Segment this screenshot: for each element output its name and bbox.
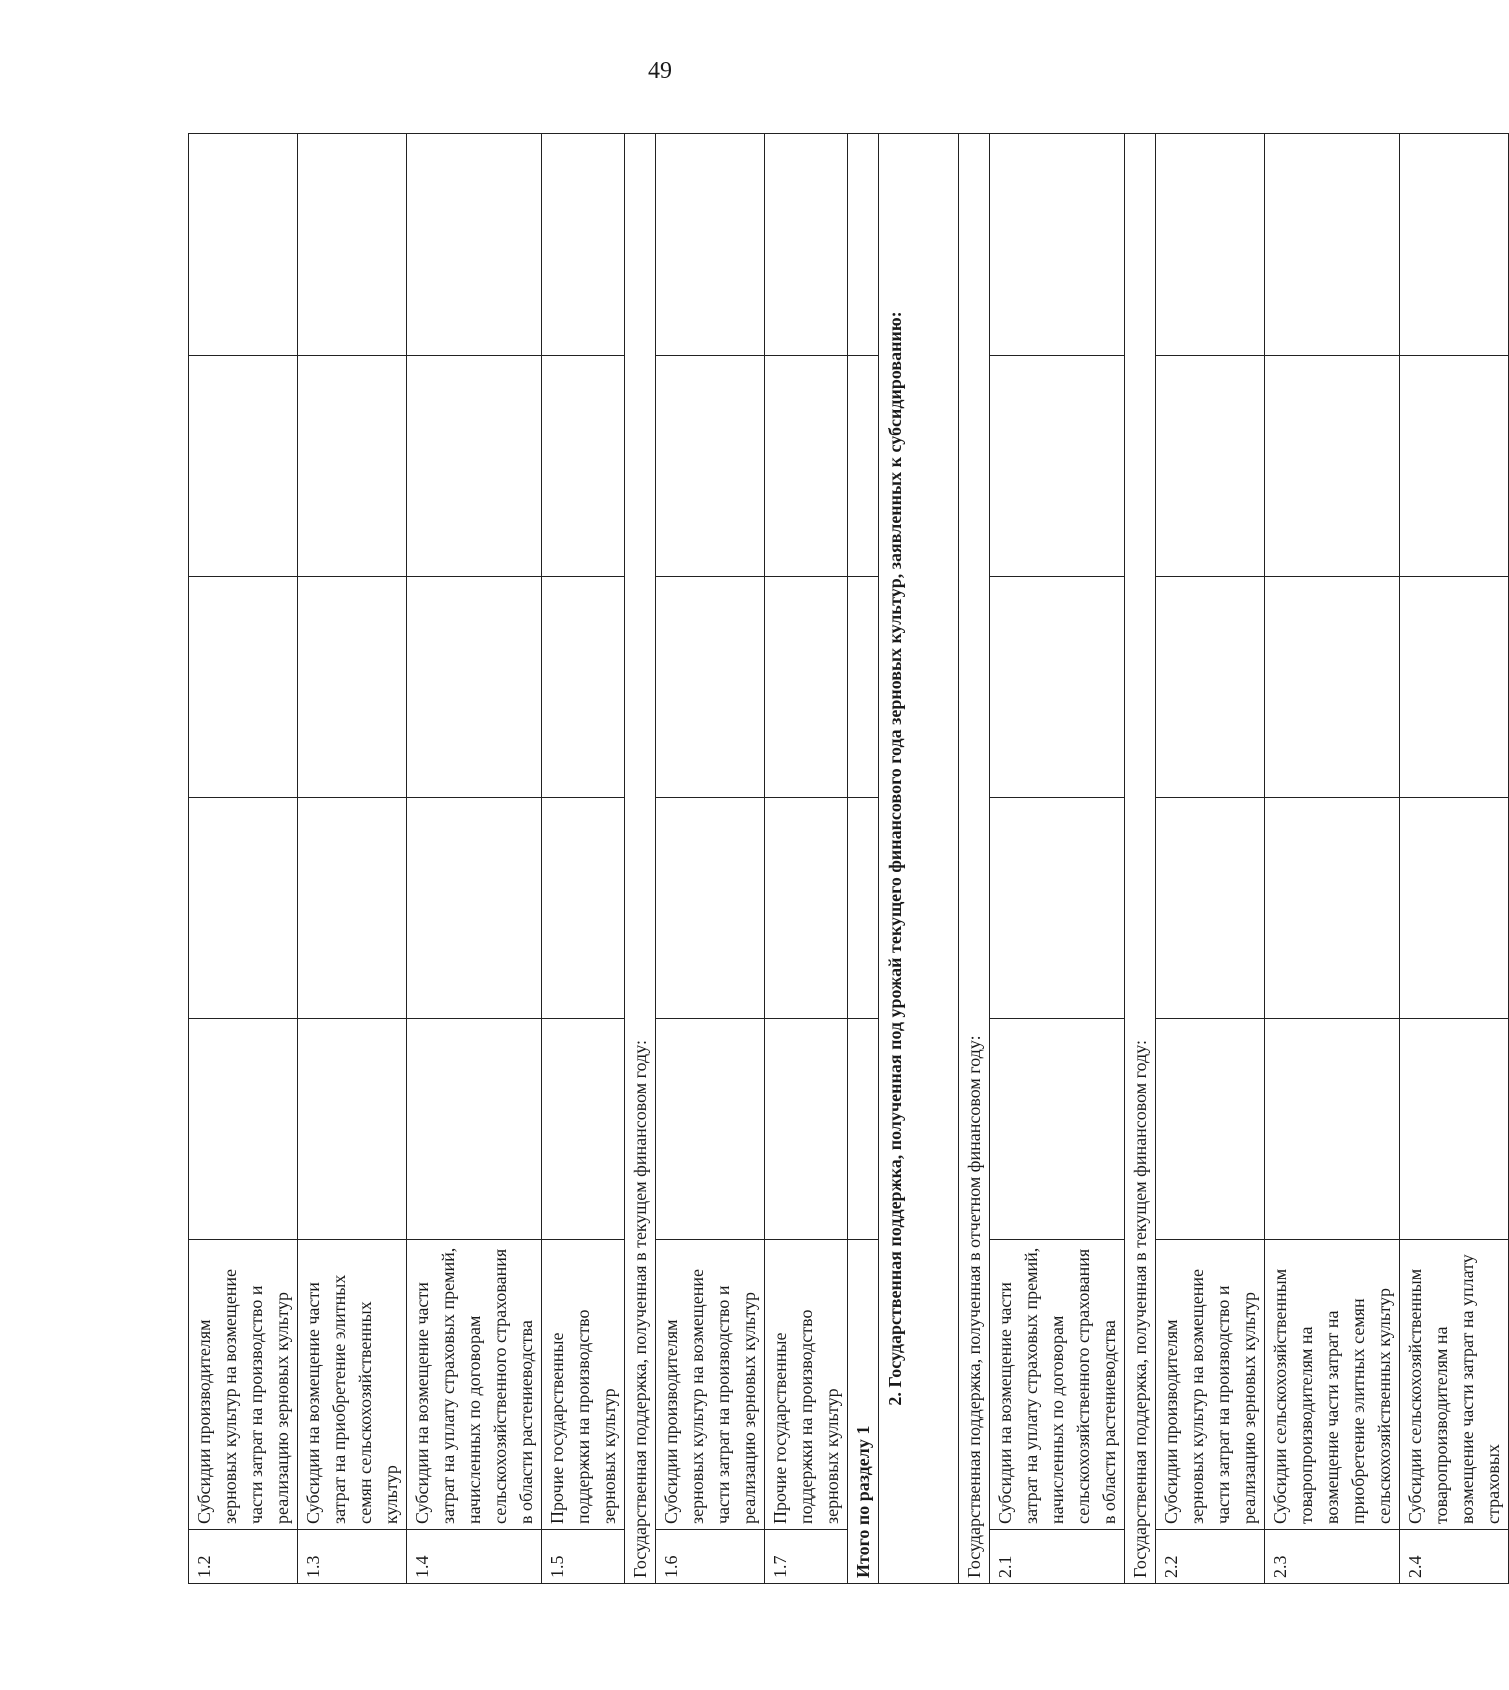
group-header: Государственная поддержка, полученная в отчетном финансовом году: <box>959 134 990 1584</box>
table-row <box>879 134 959 1584</box>
empty-value-cell <box>542 134 625 356</box>
row-number: 2.2 <box>1156 1530 1265 1584</box>
group-header: Государственная поддержка, полученная в текущем финансовом году: <box>1125 134 1156 1584</box>
row-number: 2.4 <box>1400 1530 1509 1584</box>
table-row <box>1156 134 1265 1584</box>
table-row <box>625 134 656 1584</box>
empty-value-cell <box>189 356 298 577</box>
empty-value-cell <box>542 356 625 577</box>
table-row <box>959 134 990 1584</box>
empty-total-cell <box>848 798 879 1019</box>
empty-value-cell <box>1156 798 1265 1019</box>
empty-value-cell <box>542 1019 625 1240</box>
empty-value-cell <box>1156 577 1265 798</box>
table-row <box>848 134 879 1584</box>
rotated-table-container <box>188 134 1503 1584</box>
empty-value-cell <box>407 577 542 798</box>
empty-value-cell <box>298 356 407 577</box>
table-row <box>765 134 848 1584</box>
empty-value-cell <box>656 1019 765 1240</box>
table-row <box>1400 134 1509 1584</box>
empty-value-cell <box>407 356 542 577</box>
total-label: Итого по разделу 1 <box>848 1240 879 1584</box>
empty-value-cell <box>656 798 765 1019</box>
table-row <box>1125 134 1156 1584</box>
empty-value-cell <box>656 577 765 798</box>
section-heading: 2. Государственная поддержка, полученная под урожай текущего финансового года зерновых культур, заявленных к субсидированию: <box>879 134 959 1584</box>
empty-value-cell <box>765 798 848 1019</box>
empty-value-cell <box>542 798 625 1019</box>
row-description: Субсидии на возмещение части затрат на приобретение элитных семян сельскохозяйственных культур <box>298 1240 407 1530</box>
row-description: Прочие государственные поддержки на производство зерновых культур <box>765 1240 848 1530</box>
rotated-table <box>188 134 1503 1584</box>
empty-value-cell <box>542 577 625 798</box>
row-description: Субсидии сельскохозяйственным товаропроизводителям на возмещение части затрат на уплату страховых <box>1400 1240 1509 1530</box>
row-number: 1.3 <box>298 1530 407 1584</box>
empty-value-cell <box>407 798 542 1019</box>
table-row <box>189 134 298 1584</box>
empty-value-cell <box>1265 134 1400 356</box>
empty-value-cell <box>990 577 1125 798</box>
row-number: 1.4 <box>407 1530 542 1584</box>
row-number: 1.6 <box>656 1530 765 1584</box>
subsidy-table <box>188 133 1509 1584</box>
empty-value-cell <box>1265 798 1400 1019</box>
empty-value-cell <box>189 134 298 356</box>
empty-value-cell <box>1400 577 1509 798</box>
empty-value-cell <box>298 1019 407 1240</box>
empty-value-cell <box>765 577 848 798</box>
empty-value-cell <box>298 798 407 1019</box>
empty-value-cell <box>1400 1019 1509 1240</box>
row-number: 1.5 <box>542 1530 625 1584</box>
empty-total-cell <box>848 134 879 356</box>
empty-total-cell <box>848 577 879 798</box>
empty-total-cell <box>848 1019 879 1240</box>
empty-value-cell <box>1400 798 1509 1019</box>
table-row <box>990 134 1125 1584</box>
empty-value-cell <box>656 134 765 356</box>
empty-value-cell <box>765 134 848 356</box>
row-description: Субсидии производителям зерновых культур на возмещение части затрат на производство и реализацию зерновых культур <box>189 1240 298 1530</box>
row-description: Субсидии производителям зерновых культур на возмещение части затрат на производство и реализацию зерновых культур <box>656 1240 765 1530</box>
empty-value-cell <box>990 798 1125 1019</box>
empty-value-cell <box>1265 577 1400 798</box>
row-description: Субсидии на возмещение части затрат на уплату страховых премий, начисленных по договорам сельскохозяйственного страхования в области растениеводства <box>407 1240 542 1530</box>
empty-value-cell <box>298 134 407 356</box>
row-description: Прочие государственные поддержки на производство зерновых культур <box>542 1240 625 1530</box>
empty-value-cell <box>189 1019 298 1240</box>
row-description: Субсидии на возмещение части затрат на уплату страховых премий, начисленных по договорам сельскохозяйственного страхования в области растениеводства <box>990 1240 1125 1530</box>
table-row <box>407 134 542 1584</box>
empty-value-cell <box>298 577 407 798</box>
row-number: 1.2 <box>189 1530 298 1584</box>
empty-value-cell <box>189 798 298 1019</box>
row-number: 2.1 <box>990 1530 1125 1584</box>
empty-value-cell <box>407 1019 542 1240</box>
empty-value-cell <box>990 1019 1125 1240</box>
empty-value-cell <box>1156 1019 1265 1240</box>
empty-value-cell <box>1400 134 1509 356</box>
table-row <box>656 134 765 1584</box>
row-number: 1.7 <box>765 1530 848 1584</box>
row-number: 2.3 <box>1265 1530 1400 1584</box>
empty-total-cell <box>848 356 879 577</box>
row-description: Субсидии производителям зерновых культур на возмещение части затрат на производство и реализацию зерновых культур <box>1156 1240 1265 1530</box>
row-description: Субсидии сельскохозяйственным товаропроизводителям на возмещение части затрат на приобретение элитных семян сельскохозяйственных культур <box>1265 1240 1400 1530</box>
empty-value-cell <box>1400 356 1509 577</box>
empty-value-cell <box>1265 356 1400 577</box>
empty-value-cell <box>656 356 765 577</box>
empty-value-cell <box>1265 1019 1400 1240</box>
empty-value-cell <box>990 134 1125 356</box>
group-header: Государственная поддержка, полученная в текущем финансовом году: <box>625 134 656 1584</box>
empty-value-cell <box>407 134 542 356</box>
empty-value-cell <box>765 356 848 577</box>
empty-value-cell <box>189 577 298 798</box>
table-row <box>1265 134 1400 1584</box>
page-number: 49 <box>648 58 672 84</box>
table-row <box>298 134 407 1584</box>
empty-value-cell <box>1156 356 1265 577</box>
empty-value-cell <box>765 1019 848 1240</box>
empty-value-cell <box>990 356 1125 577</box>
table-row <box>542 134 625 1584</box>
empty-value-cell <box>1156 134 1265 356</box>
